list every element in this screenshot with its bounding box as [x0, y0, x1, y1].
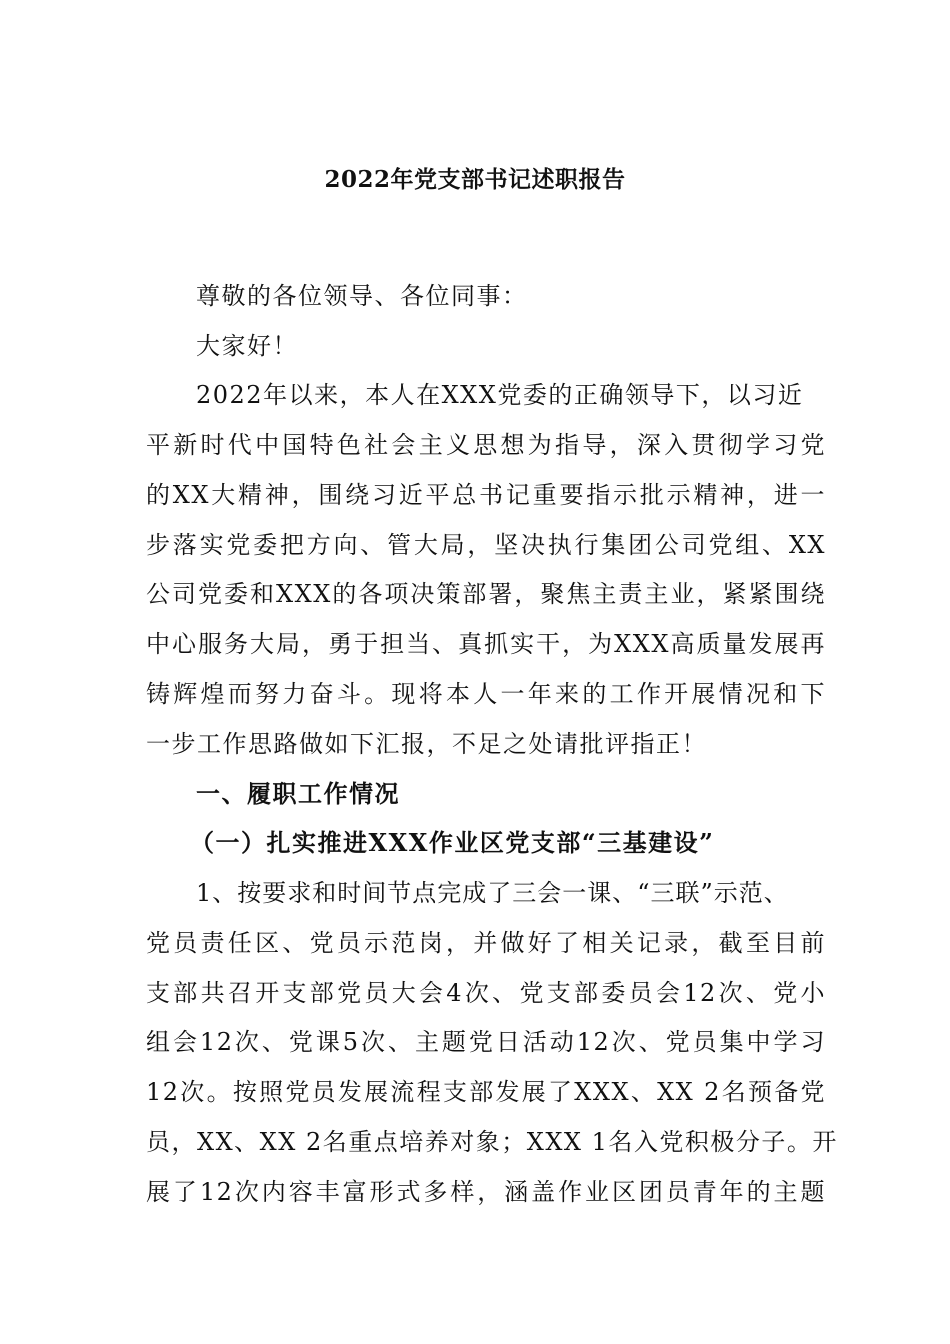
- paragraph-line: 支部共召开支部党员大会4次、党支部委员会12次、党小: [146, 979, 826, 1007]
- paragraph-line: 员，XX、XX 2名重点培养对象；XXX 1名入党积极分子。开: [146, 1128, 838, 1156]
- paragraph-line: 铸辉煌而努力奋斗。现将本人一年来的工作开展情况和下: [146, 680, 826, 708]
- paragraph-line: 中心服务大局，勇于担当、真抓实干，为XXX高质量发展再: [146, 630, 826, 658]
- paragraph-line: 一步工作思路做如下汇报，不足之处请批评指正！: [146, 730, 707, 758]
- paragraph-line: 12次。按照党员发展流程支部发展了XXX、XX 2名预备党: [146, 1078, 826, 1106]
- paragraph-line: 平新时代中国特色社会主义思想为指导，深入贯彻学习党: [146, 431, 826, 459]
- paragraph-line: 公司党委和XXX的各项决策部署，聚焦主责主业，紧紧围绕: [146, 580, 826, 608]
- document-title: 2022年党支部书记述职报告: [324, 166, 626, 193]
- paragraph-line: 1、按要求和时间节点完成了三会一课、“三联”示范、: [196, 879, 789, 907]
- section-heading: 一、履职工作情况: [196, 779, 400, 808]
- paragraph-line: 的XX大精神，围绕习近平总书记重要指示批示精神，进一: [146, 481, 826, 509]
- paragraph-line: 党员责任区、党员示范岗，并做好了相关记录，截至目前: [146, 929, 826, 957]
- paragraph-line: 组会12次、党课5次、主题党日活动12次、党员集中学习: [146, 1028, 826, 1056]
- salutation-line: 尊敬的各位领导、各位同事：: [196, 282, 528, 310]
- paragraph-line: 步落实党委把方向、管大局，坚决执行集团公司党组、XX: [146, 531, 826, 559]
- paragraph-line: 展了12次内容丰富形式多样，涵盖作业区团员青年的主题: [146, 1178, 826, 1206]
- greeting-line: 大家好！: [196, 332, 298, 360]
- paragraph-line: 2022年以来，本人在XXX党委的正确领导下，以习近: [196, 381, 804, 409]
- subsection-heading: （一）扎实推进XXX作业区党支部“三基建设”: [190, 828, 715, 857]
